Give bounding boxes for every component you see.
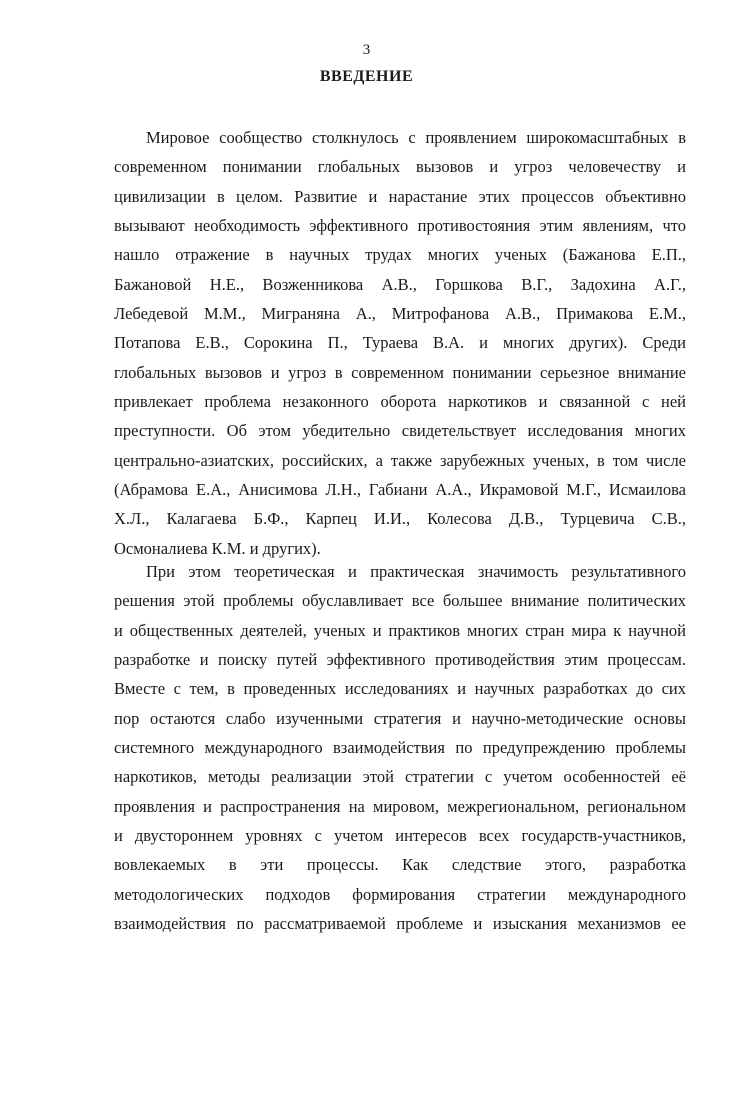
page-number: 3 (362, 42, 371, 58)
text-line: проявления и распространения на мировом, межрегиональном, региональном (114, 796, 686, 816)
text-line: разработке и поиску путей эффективного противодействия этим процессам. (114, 650, 686, 670)
text-line: Вместе с тем, в проведенных исследованиях и научных разработках до сих (114, 679, 686, 699)
text-line: и двустороннем уровнях с учетом интересов всех государств-участников, (114, 826, 686, 846)
paragraph-2 (114, 557, 686, 938)
text-line: пор остаются слабо изученными стратегия и научно-методические основы (114, 708, 686, 728)
text-line: решения этой проблемы обуславливает все большее внимание политических (114, 591, 686, 611)
text-line: (Абрамова Е.А., Анисимова Л.Н., Габиани А.А., Икрамовой М.Г., Исмаилова (114, 480, 686, 500)
text-line: Лебедевой М.М., Миграняна А., Митрофанова А.В., Примакова Е.М., (114, 304, 686, 324)
text-line: современном понимании глобальных вызовов и угроз человечеству и (114, 157, 686, 177)
text-line: и общественных деятелей, ученых и практиков многих стран мира к научной (114, 620, 686, 640)
text-line: Мировое сообщество столкнулось с проявлением широкомасштабных в (146, 128, 686, 147)
paragraph-1 (114, 123, 686, 563)
text-line: привлекает проблема незаконного оборота наркотиков и связанной с ней (114, 392, 686, 412)
text-line: преступности. Об этом убедительно свидетельствует исследования многих (114, 421, 686, 441)
text-line: При этом теоретическая и практическая значимость результативного (146, 562, 686, 581)
text-line: цивилизации в целом. Развитие и нарастание этих процессов объективно (114, 186, 686, 206)
text-line: Потапова Е.В., Сорокина П., Тураева В.А. и многих других). Среди (114, 333, 686, 353)
text-line: глобальных вызовов и угроз в современном понимании серьезное внимание (114, 362, 686, 382)
text-line: системного международного взаимодействия по предупреждению проблемы (114, 738, 686, 758)
text-line: центрально-азиатских, российских, а также зарубежных ученых, в том числе (114, 450, 686, 470)
section-heading: ВВЕДЕНИЕ (319, 68, 414, 85)
text-line: Х.Л., Калагаева Б.Ф., Карпец И.И., Колесова Д.В., Турцевича С.В., (114, 509, 686, 529)
text-line: методологических подходов формирования стратегии международного (114, 884, 686, 904)
text-line: взаимодействия по рассматриваемой проблеме и изыскания механизмов ее (114, 914, 686, 934)
text-line: Осмоналиева К.М. и других). (114, 538, 321, 558)
text-line: наркотиков, методы реализации этой стратегии с учетом особенностей её (114, 767, 686, 787)
text-line: Бажановой Н.Е., Возженникова А.В., Горшкова В.Г., Задохина А.Г., (114, 274, 686, 294)
text-line: вызывают необходимость эффективного противостояния этим явлениям, что (114, 216, 686, 236)
text-line: вовлекаемых в эти процессы. Как следствие этого, разработка (114, 855, 686, 875)
text-line: нашло отражение в научных трудах многих ученых (Бажанова Е.П., (114, 245, 686, 265)
